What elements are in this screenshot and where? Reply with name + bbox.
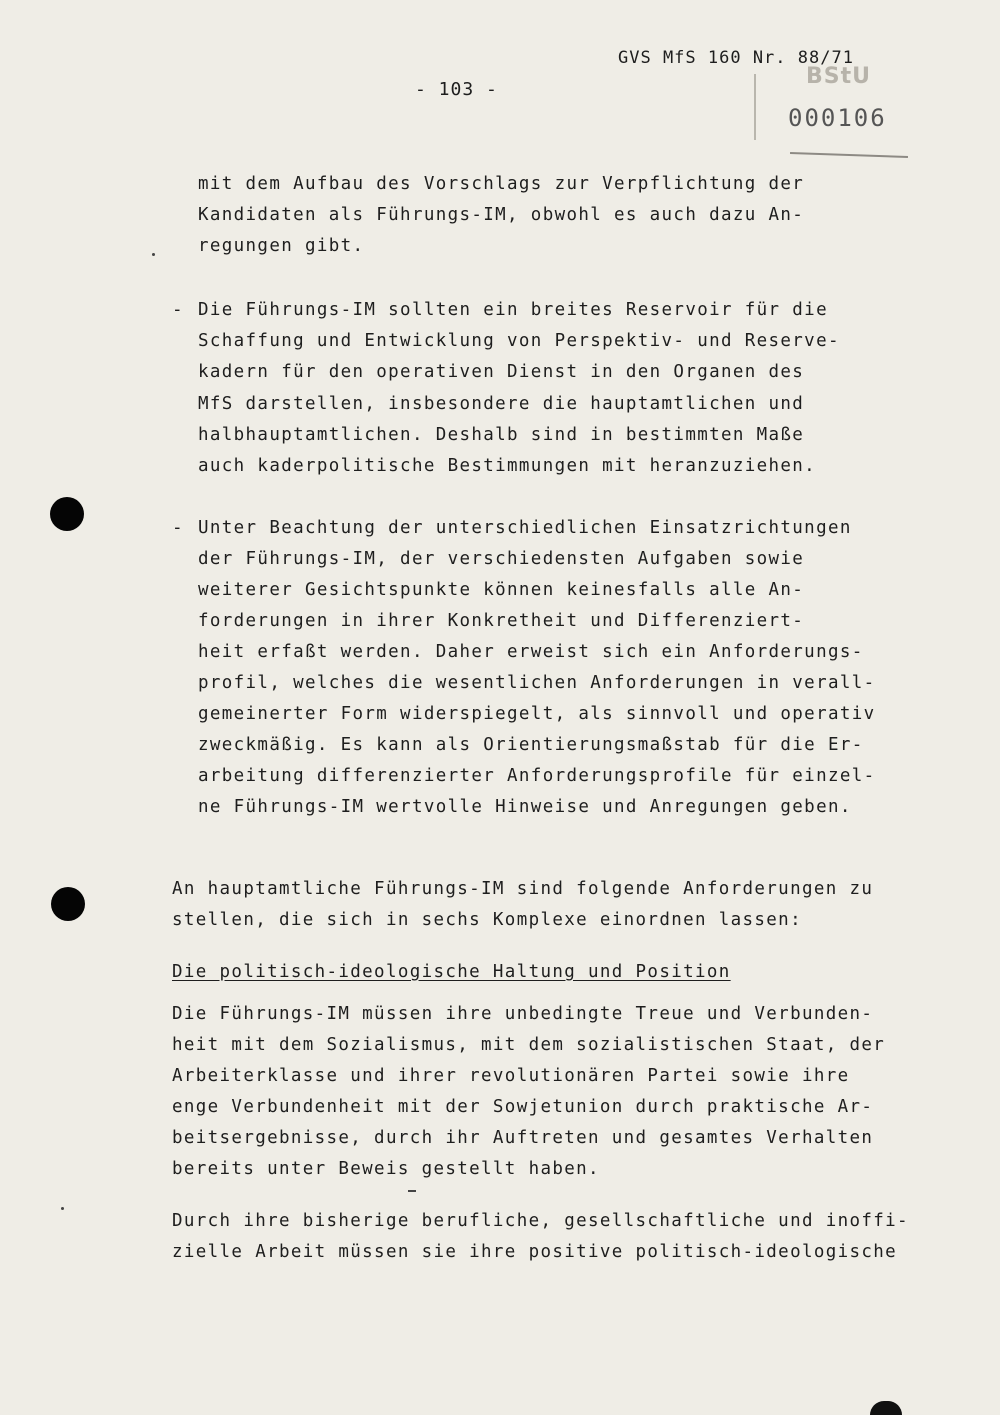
text-line: auch kaderpolitische Bestimmungen mit heranzuziehen.: [198, 456, 817, 476]
punch-hole: [50, 497, 84, 531]
text-line: heit mit dem Sozialismus, mit dem sozialistischen Staat, der: [172, 1035, 886, 1055]
text-line: bereits unter Beweis gestellt haben.: [172, 1159, 600, 1179]
stamp-underline: [790, 152, 908, 158]
text-line: kadern für den operativen Dienst in den Organen des: [198, 362, 805, 382]
text-line: weiterer Gesichtspunkte können keinesfalls alle An-: [198, 580, 805, 600]
punch-hole: [51, 887, 85, 921]
section-heading: Die politisch-ideologische Haltung und Position: [172, 962, 731, 982]
text-line: arbeitung differenzierter Anforderungsprofile für einzel-: [198, 766, 876, 786]
stamp-border-line: [754, 74, 756, 140]
text-line: Unter Beachtung der unterschiedlichen Einsatzrichtungen: [198, 518, 852, 538]
page-number: - 103 -: [415, 79, 498, 100]
bullet-dash: -: [172, 518, 183, 538]
text-line: Durch ihre bisherige berufliche, gesellschaftliche und inoffi-: [172, 1211, 909, 1231]
stamp-label: BStU: [806, 64, 871, 89]
text-line: zweckmäßig. Es kann als Orientierungsmaßstab für die Er-: [198, 735, 864, 755]
ink-speck: [408, 1190, 416, 1192]
text-line: Arbeiterklasse und ihrer revolutionären Partei sowie ihre: [172, 1066, 850, 1086]
document-reference: GVS MfS 160 Nr. 88/71: [618, 48, 854, 68]
bullet-dash: -: [172, 300, 183, 320]
text-line: Kandidaten als Führungs-IM, obwohl es auch dazu An-: [198, 205, 805, 225]
text-line: forderungen in ihrer Konkretheit und Differenziert-: [198, 611, 805, 631]
text-line: halbhauptamtlichen. Deshalb sind in bestimmten Maße: [198, 425, 805, 445]
text-line: MfS darstellen, insbesondere die hauptamtlichen und: [198, 394, 805, 414]
text-line: Die Führungs-IM sollten ein breites Reservoir für die: [198, 300, 828, 320]
text-line: An hauptamtliche Führungs-IM sind folgende Anforderungen zu: [172, 879, 874, 899]
archive-stamp: [748, 64, 908, 169]
text-line: beitsergebnisse, durch ihr Auftreten und gesamtes Verhalten: [172, 1128, 874, 1148]
text-line: der Führungs-IM, der verschiedensten Aufgaben sowie: [198, 549, 805, 569]
text-line: heit erfaßt werden. Daher erweist sich ein Anforderungs-: [198, 642, 864, 662]
text-line: mit dem Aufbau des Vorschlags zur Verpflichtung der: [198, 174, 805, 194]
text-line: stellen, die sich in sechs Komplexe einordnen lassen:: [172, 910, 802, 930]
ink-speck: [152, 253, 155, 256]
text-line: gemeinerter Form widerspiegelt, als sinnvoll und operativ: [198, 704, 876, 724]
text-line: profil, welches die wesentlichen Anforderungen in verall-: [198, 673, 876, 693]
text-line: Die Führungs-IM müssen ihre unbedingte Treue und Verbunden-: [172, 1004, 874, 1024]
text-line: ne Führungs-IM wertvolle Hinweise und Anregungen geben.: [198, 797, 852, 817]
corner-mark: [870, 1401, 902, 1415]
text-line: Schaffung und Entwicklung von Perspektiv- und Reserve-: [198, 331, 840, 351]
text-line: zielle Arbeit müssen sie ihre positive politisch-ideologische: [172, 1242, 898, 1262]
ink-speck: [61, 1207, 64, 1210]
stamp-number: 000106: [788, 104, 887, 132]
text-line: enge Verbundenheit mit der Sowjetunion durch praktische Ar-: [172, 1097, 874, 1117]
text-line: regungen gibt.: [198, 236, 365, 256]
